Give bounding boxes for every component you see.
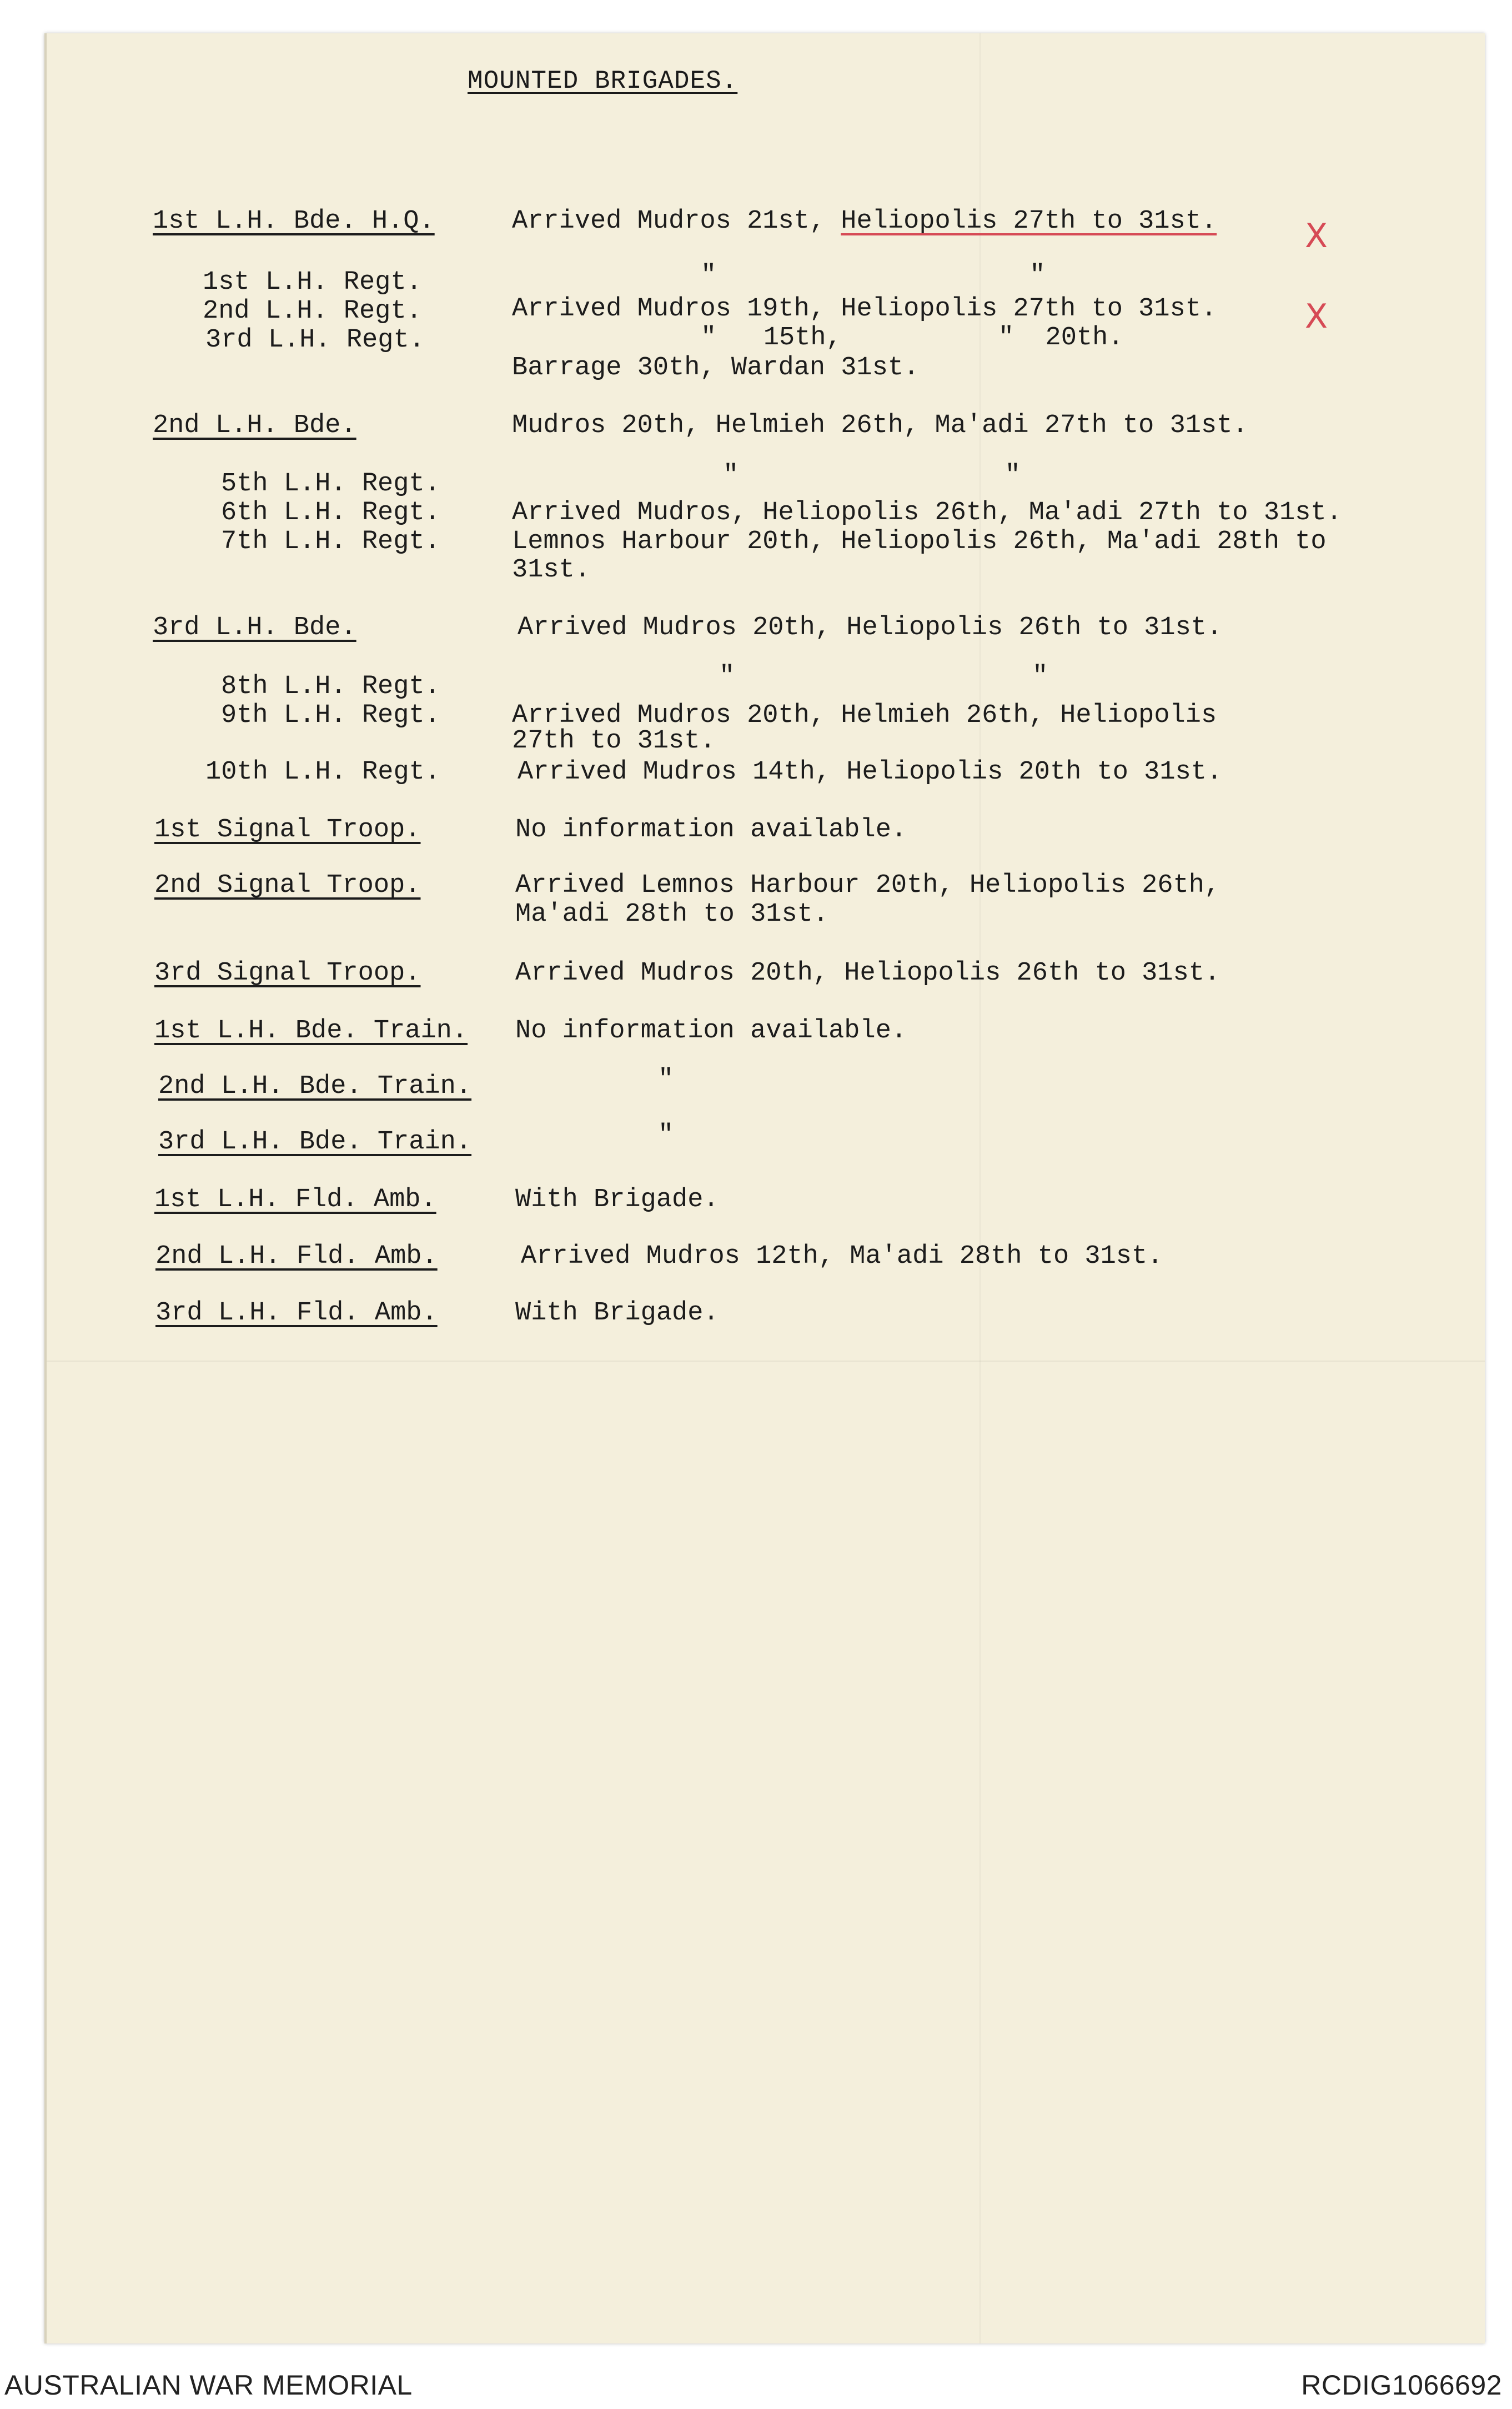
entry-text: Arrived Lemnos Harbour 20th, Heliopolis 26th, (515, 871, 1220, 900)
ditto-marks: " (658, 1121, 674, 1150)
unit-label: 9th L.H. Regt. (221, 701, 440, 730)
page-title: MOUNTED BRIGADES. (468, 67, 738, 96)
entry-text: Arrived Mudros, Heliopolis 26th, Ma'adi 27th to 31st. (512, 498, 1342, 528)
unit-label: 8th L.H. Regt. (221, 672, 440, 701)
entry-text: Arrived Mudros 20th, Heliopolis 26th to 31st. (515, 958, 1220, 988)
entry-text: Barrage 30th, Wardan 31st. (512, 353, 920, 383)
entry-text: Arrived Mudros 20th, Helmieh 26th, Heliopolis (512, 701, 1217, 730)
unit-label: 1st L.H. Regt. (203, 268, 422, 297)
unit-label: 6th L.H. Regt. (221, 498, 440, 528)
fold-line (979, 33, 981, 2343)
entry-text: Arrived Mudros 20th, Heliopolis 26th to 31st. (518, 613, 1223, 643)
fold-line (47, 1361, 1485, 1362)
unit-label: 2nd L.H. Bde. (153, 411, 356, 440)
unit-label: 3rd Signal Troop. (154, 958, 421, 988)
unit-label: 5th L.H. Regt. (221, 469, 440, 499)
entry-text: With Brigade. (515, 1185, 719, 1214)
entry-text: Lemnos Harbour 20th, Heliopolis 26th, Ma'adi 28th to (512, 527, 1327, 556)
footer-credit: AUSTRALIAN WAR MEMORIAL (4, 2370, 413, 2401)
entry-text: Arrived Mudros 21st, Heliopolis 27th to 31st. (512, 207, 1217, 236)
entry-text: Mudros 20th, Helmieh 26th, Ma'adi 27th to 31st. (512, 411, 1248, 440)
red-check-mark: X (1305, 297, 1328, 336)
entry-text: With Brigade. (515, 1298, 719, 1328)
unit-label: 1st L.H. Bde. H.Q. (153, 207, 435, 236)
unit-label: 7th L.H. Regt. (221, 527, 440, 556)
entry-text: Ma'adi 28th to 31st. (515, 900, 829, 929)
unit-label: 10th L.H. Regt. (205, 757, 441, 787)
entry-text: " 15th, " 20th. (701, 323, 1124, 353)
unit-label: 3rd L.H. Fld. Amb. (155, 1298, 438, 1328)
footer-id: RCDIG1066692 (1301, 2370, 1502, 2401)
unit-label: 2nd L.H. Bde. Train. (158, 1072, 472, 1101)
unit-label: 2nd L.H. Regt. (203, 297, 422, 326)
red-check-mark: X (1305, 217, 1328, 255)
entry-text: No information available. (515, 815, 907, 845)
unit-label: 3rd L.H. Bde. Train. (158, 1127, 472, 1157)
entry-text: No information available. (515, 1016, 907, 1046)
unit-label: 1st Signal Troop. (154, 815, 421, 845)
unit-label: 2nd L.H. Fld. Amb. (155, 1242, 438, 1271)
ditto-marks: " (658, 1065, 674, 1095)
entry-text: Arrived Mudros 12th, Ma'adi 28th to 31st. (521, 1242, 1163, 1271)
unit-label: 1st L.H. Fld. Amb. (154, 1185, 436, 1214)
entry-text: 27th to 31st. (512, 726, 716, 756)
unit-label: 1st L.H. Bde. Train. (154, 1016, 468, 1046)
ditto-marks: " " (723, 461, 1021, 490)
unit-label: 3rd L.H. Regt. (205, 325, 425, 355)
entry-text: 31st. (512, 555, 591, 585)
ditto-marks: " " (701, 261, 1046, 290)
entry-text: Arrived Mudros 19th, Heliopolis 27th to 31st. (512, 294, 1217, 324)
entry-text: Arrived Mudros 14th, Heliopolis 20th to 31st. (518, 757, 1223, 787)
unit-label: 3rd L.H. Bde. (153, 613, 356, 643)
unit-label: 2nd Signal Troop. (154, 871, 421, 900)
ditto-marks: " " (719, 662, 1048, 691)
